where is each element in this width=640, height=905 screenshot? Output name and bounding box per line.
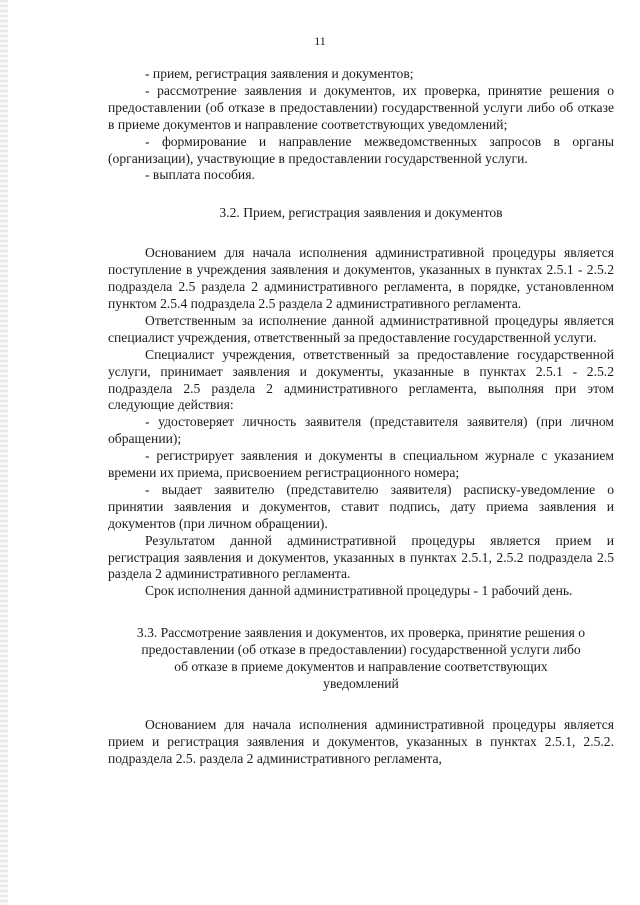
section-heading [108, 625, 614, 693]
list-item: - выплата пособия. [145, 167, 255, 183]
list-item: - регистрирует заявления и документы в специальном журнале с указанием времени их приема, присвоением регистрационного номера; [108, 448, 614, 481]
document-body [108, 66, 614, 768]
scan-edge [0, 0, 8, 905]
list-item: - удостоверяет личность заявителя (представителя заявителя) (при личном обращении); [108, 414, 614, 447]
paragraph: Основанием для начала исполнения административной процедуры является прием и регистрация заявления и документов, указанных в пунктах 2.5.1, 2.5.2. подраздела 2.5. раздела 2 административного регламента, [108, 716, 614, 766]
heading-line: об отказе в приеме документов и направление соответствующих [174, 659, 548, 675]
list-item: - прием, регистрация заявления и документов; [145, 66, 414, 81]
list-item: - выдает заявителю (представителю заявителя) расписку-уведомление о принятии заявления и документов, ставит подпись, дату приема заявления и документов (при личном обращении). [108, 481, 614, 531]
page-number: 11 [314, 34, 326, 48]
list-item: - рассмотрение заявления и документов, их проверка, принятие решения о предоставлении (об отказе в предоставлении) государственной услуги либо об отказе в приеме документов и направление соответствующих уведомлений; [108, 82, 614, 132]
paragraph: Ответственным за исполнение данной административной процедуры является специалист учреждения, ответственный за предоставление государственной услуги. [108, 312, 614, 345]
list-item: - формирование и направление межведомственных запросов в органы (организации), участвующие в предоставлении государственной услуги. [108, 133, 614, 166]
heading-line: предоставлении (об отказе в предоставлении) государственной услуги либо [141, 642, 581, 658]
paragraph: Срок исполнения данной административной процедуры - 1 рабочий день. [145, 583, 573, 599]
section-heading: 3.2. Прием, регистрация заявления и документов [219, 205, 503, 221]
paragraph: Основанием для начала исполнения административной процедуры является поступление в учреждения заявления и документов, указанных в пунктах 2.5.1 - 2.5.2 подраздела 2.5 раздела 2 административного регламента, в порядке, установленном пунктом 2.5.4 подраздела 2.5 раздела 2 административного регламента. [108, 245, 614, 311]
paragraph: Специалист учреждения, ответственный за предоставление государственной услуги, принимает заявления и документы, указанные в пунктах 2.5.1 - 2.5.2 подраздела 2.5 раздела 2 административного регламента, выполняя при этом следующие действия: [108, 346, 614, 413]
paragraph: Результатом данной административной процедуры является прием и регистрация заявления и документов, указанных в пунктах 2.5.1, 2.5.2 подраздела 2.5 раздела 2 административного регламента. [108, 532, 614, 582]
heading-line: уведомлений [323, 676, 399, 691]
heading-line: 3.3. Рассмотрение заявления и документов, их проверка, принятие решения о [136, 625, 586, 641]
